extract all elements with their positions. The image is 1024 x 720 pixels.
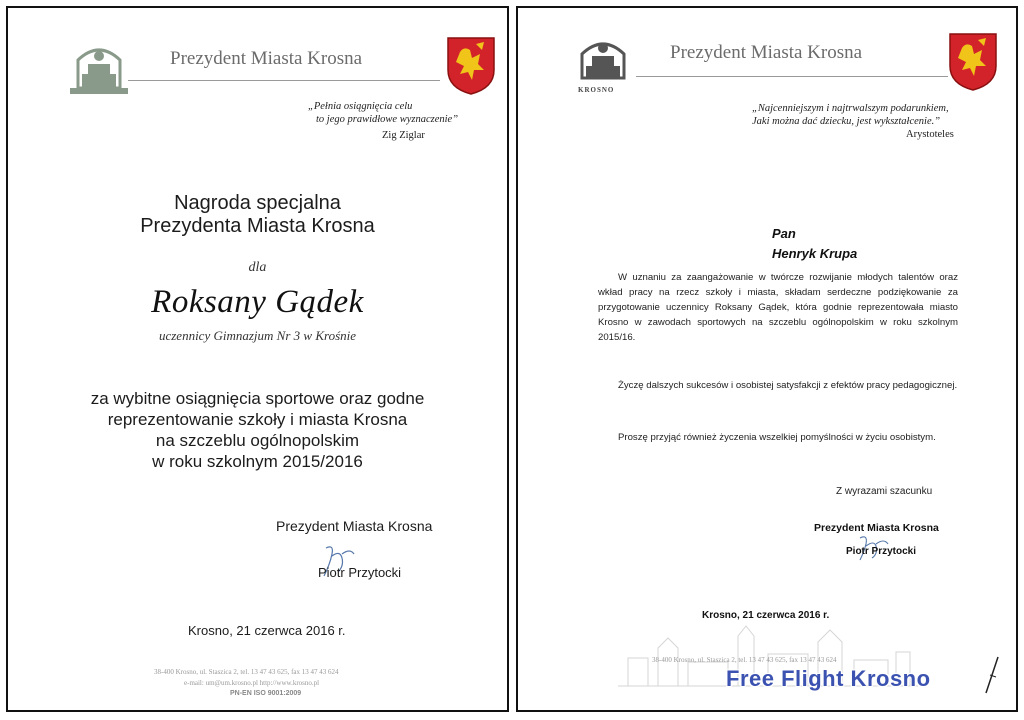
header-rule <box>128 80 440 81</box>
award-title-line: Prezydenta Miasta Krosna <box>140 215 375 237</box>
place-date: Krosno, 21 czerwca 2016 r. <box>188 623 346 638</box>
signature-name: Piotr Przytocki <box>846 546 917 557</box>
krosno-logo-icon <box>68 38 130 96</box>
quote-line: „Pełnia osiągnięcia celu <box>308 101 413 112</box>
krosno-logo-icon <box>572 32 634 90</box>
dla-label: dla <box>248 260 267 275</box>
logo-caption: KROSNO <box>578 86 615 94</box>
quote-line: Jaki można dać dziecku, jest wykształcenie.” <box>752 116 941 127</box>
addressee-name: Henryk Krupa <box>772 246 858 261</box>
footer-contact: e-mail: um@um.krosno.pl http://www.krosno.pl <box>184 679 320 687</box>
letter-paragraph-2: Życzę dalszych sukcesów i osobistej satysfakcji z efektów pracy pedagogicznej. <box>618 380 958 391</box>
quote-line: „Najcenniejszym i najtrwalszym podarunkiem, <box>752 103 949 114</box>
reason-line: za wybitne osiągnięcia sportowe oraz godne <box>90 389 425 408</box>
award-reason <box>8 388 507 472</box>
header-title: Prezydent Miasta Krosna <box>170 48 363 69</box>
place-date: Krosno, 21 czerwca 2016 r. <box>702 610 830 621</box>
reason-line: reprezentowanie szkoły i miasta Krosna <box>107 410 408 429</box>
crest-icon <box>948 32 998 92</box>
salutation: Pan <box>772 226 796 241</box>
header-title: Prezydent Miasta Krosna <box>670 42 863 63</box>
footer-certificate: PN-EN ISO 9001:2009 <box>230 690 302 697</box>
quote <box>308 100 458 126</box>
signature-name: Piotr Przytocki <box>318 565 402 580</box>
reason-line: na szczeblu ogólnopolskim <box>155 431 360 450</box>
watermark: Free Flight Krosno <box>726 666 931 691</box>
regards: Z wyrazami szacunku <box>836 486 933 497</box>
thank-you-letter <box>516 6 1018 712</box>
quote-author: Arystoteles <box>906 129 954 140</box>
header-rule <box>636 76 948 77</box>
footer-address: 38-400 Krosno, ul. Staszica 2, tel. 13 47 43 625, fax 13 47 43 624 <box>652 656 837 664</box>
reason-line: w roku szkolnym 2015/2016 <box>152 452 363 471</box>
letter-paragraph-1: W uznaniu za zaangażowanie w twórcze rozwijanie młodych talentów oraz wkład pracy na rzecz szkoły i miasta, składam serdeczne podziękowanie za przygotowanie uczennicy Roksany Gądek, która godnie reprezentowała miasto Krosno w zawodach sportowych na szczeblu ogólnopolskim w roku szkolnym 2015/16. <box>598 272 958 343</box>
crest-icon <box>446 36 496 96</box>
quote-line: to jego prawidłowe wyznaczenie” <box>316 114 459 125</box>
glider-icon <box>980 655 1004 695</box>
signature-role: Prezydent Miasta Krosna <box>814 522 939 534</box>
award-title-line: Nagroda specjalna <box>174 192 341 214</box>
award-certificate <box>6 6 509 712</box>
letter-paragraph-3: Proszę przyjąć również życzenia wszelkiej pomyślności w życiu osobistym. <box>618 432 936 443</box>
quote <box>752 102 949 128</box>
footer-address: 38-400 Krosno, ul. Staszica 2, tel. 13 47 43 625, fax 13 47 43 624 <box>154 668 339 676</box>
recipient-name: Roksany Gądek <box>151 284 364 320</box>
recipient-school: uczennicy Gimnazjum Nr 3 w Krośnie <box>158 328 357 343</box>
signature-role: Prezydent Miasta Krosna <box>276 518 433 534</box>
quote-author: Zig Ziglar <box>382 130 425 141</box>
